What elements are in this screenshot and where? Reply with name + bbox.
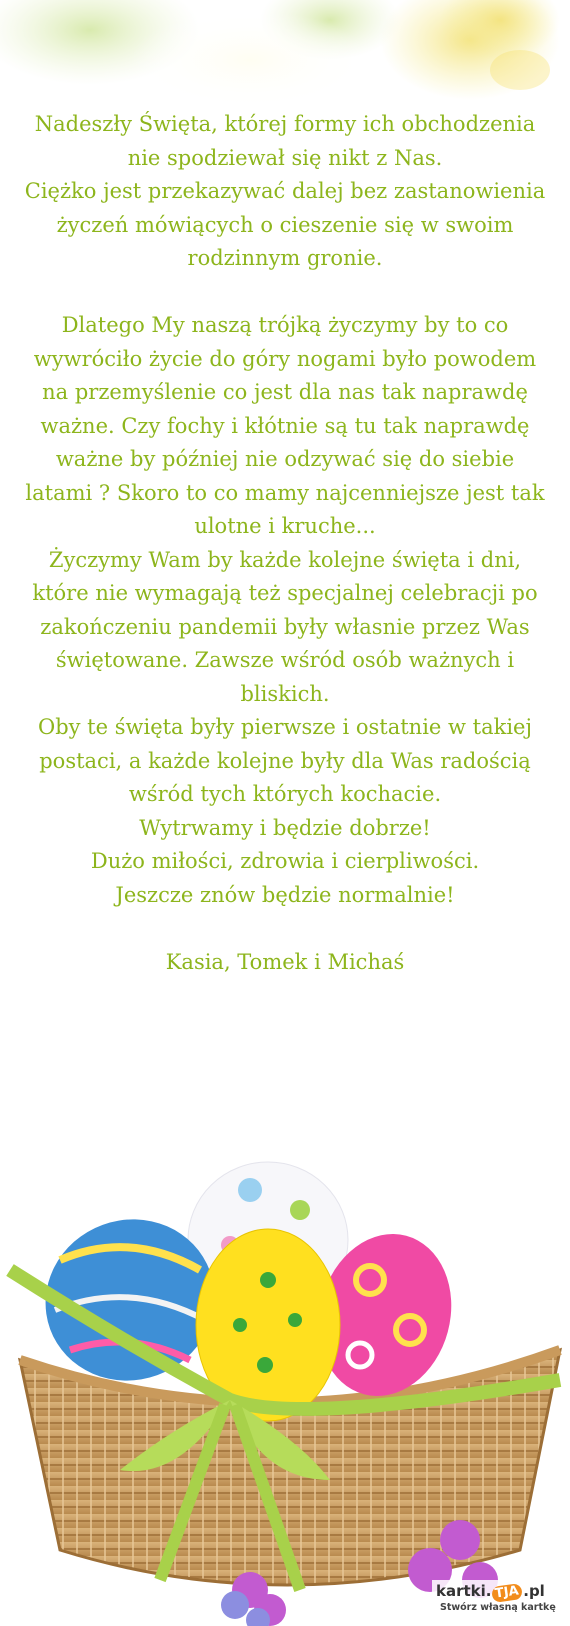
logo-name-right: .pl <box>523 1582 545 1600</box>
greeting-line: Życzymy Wam by każde kolejne święta i dni, <box>48 547 522 572</box>
greeting-line: ważne. Czy fochy i kłótnie są tu tak naprawdę <box>40 413 530 438</box>
greeting-line: bliskich. <box>240 681 330 706</box>
greeting-line: Dlatego My naszą trójką życzymy by to co <box>61 313 509 337</box>
logo-badge: TJA <box>492 1583 524 1603</box>
signature-line: Kasia, Tomek i Michaś <box>165 949 405 974</box>
paragraph-gap <box>20 912 550 946</box>
greeting-line: postaci, a każde kolejne były dla Was radością <box>39 748 531 773</box>
greeting-line: które nie wymagają też specjalnej celebracji po <box>32 581 538 605</box>
greeting-text <box>20 108 550 979</box>
greeting-line: świętowane. Zawsze wśród osób ważnych i <box>55 648 515 672</box>
greeting-line: Wytrwamy i będzie dobrze! <box>139 815 431 840</box>
paragraph-gap <box>20 276 550 310</box>
logo-name-left: kartki. <box>436 1582 492 1600</box>
greeting-line: nie spodziewał się nikt z Nas. <box>127 145 443 170</box>
kartki-logo[interactable] <box>432 1580 564 1618</box>
greeting-line: ważne by później nie odzywać się do siebie <box>55 447 515 471</box>
greeting-line: zakończeniu pandemii były własnie przez Was <box>40 614 530 639</box>
greeting-line: życzeń mówiących o cieszenie się w swoim <box>56 212 514 237</box>
logo-name <box>436 1582 545 1601</box>
logo-tagline: Stwórz własną kartkę <box>440 1602 556 1613</box>
greeting-line: Jeszcze znów będzie normalnie! <box>115 882 455 907</box>
greeting-line: na przemyślenie co jest dla nas tak naprawdę <box>42 380 528 404</box>
greeting-line: wywróciło życie do góry nogami było powodem <box>33 346 537 371</box>
greeting-line: Oby te święta były pierwsze i ostatnie w takiej <box>37 715 532 739</box>
greeting-line: rodzinnym gronie. <box>187 246 383 270</box>
greeting-line: wśród tych których kochacie. <box>128 782 442 806</box>
greeting-line: Ciężko jest przekazywać dalej bez zastanowienia <box>24 179 546 203</box>
easter-basket-illustration <box>0 1150 570 1626</box>
greeting-line: latami ? Skoro to co mamy najcenniejsze jest tak <box>25 480 545 505</box>
greeting-line: Nadeszły Święta, której formy ich obchodzenia <box>34 112 536 136</box>
greeting-line: Dużo miłości, zdrowia i cierpliwości. <box>90 849 480 873</box>
greeting-line: ulotne i kruche... <box>194 514 376 538</box>
